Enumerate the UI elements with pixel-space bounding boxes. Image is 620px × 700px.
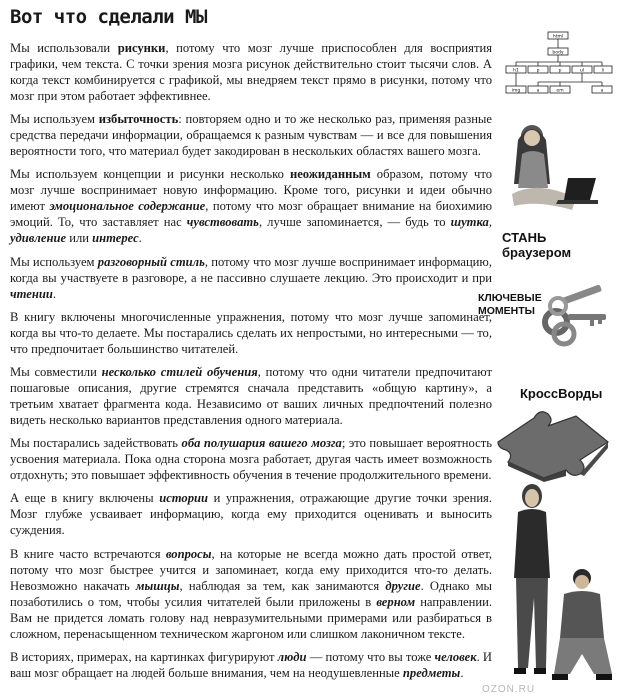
- text-run: направлении. Вам не придется ломать голову над невразумительными примерами или разбираться в сложном, перенасыщенном техническом жаргоном или слишком лаконичном тексте.: [10, 594, 493, 641]
- emphasis-run: удивление: [10, 231, 67, 246]
- emphasis-run: другие: [385, 578, 421, 593]
- sidebar-illustrations: [478, 30, 618, 700]
- text-run: В историях, примерах, на картинках фигурируют: [10, 649, 278, 664]
- woman-laptop-illustration: [498, 114, 618, 224]
- text-run: .: [52, 286, 56, 301]
- text-run: Мы использовали: [10, 41, 118, 55]
- tree-node: li: [601, 68, 605, 74]
- emphasis-run: оба полушария вашего мозга: [181, 436, 342, 451]
- paragraph: [10, 111, 492, 159]
- text-run: ; это повышает вероятность усвоения материала. Пока одна сторона мозга работает, другая часть имеет возможность отдохнуть; это повышает эффективность обучения в течение продолжительного времени.: [10, 436, 492, 483]
- tree-node: a: [536, 88, 540, 94]
- key-moments-label-1: КЛЮЧЕВЫЕ: [478, 292, 542, 304]
- text-run: , потому что мозг лучше приспособлен для восприятия графики, чем текста. С точки зрения мозга рисунок действительно стоит тысячи слов. А когда текст комбинируется с графикой, мы внедряем текст прямо в рисунки, потому что мозг при этом работает эффективнее.: [10, 41, 492, 103]
- tree-node: ul: [579, 68, 585, 74]
- text-run: , потому что мозг лучше воспринимает информацию, когда вы участвуете в разговоре, а не пассивно слушаете лекцию. Это происходит и при: [10, 254, 492, 285]
- emphasis-run: предметы: [402, 665, 461, 680]
- people-illustration: [498, 478, 618, 700]
- emphasis-run: чтении: [10, 286, 53, 301]
- text-run: В книге часто встречаются: [10, 546, 166, 561]
- keys-icon: [538, 274, 616, 354]
- paragraph: [10, 254, 492, 302]
- text-run: . Однако мы позаботились о том, чтобы усилия читателей были приложены в: [10, 578, 492, 609]
- paragraph: [10, 490, 492, 538]
- emphasis-run: шутка: [450, 215, 489, 230]
- tree-node: body: [552, 50, 564, 56]
- text-run: , наблюдая за тем, как занимаются: [179, 578, 386, 593]
- text-run: ,: [488, 215, 492, 230]
- paragraph: [10, 649, 492, 681]
- tree-node: h1: [513, 68, 519, 74]
- emphasis-run: человек: [434, 649, 477, 664]
- dom-tree-diagram: [498, 30, 618, 100]
- tree-node: p: [536, 68, 540, 74]
- text-run: , на которые не всегда можно дать простой ответ, потому что мозг быстрее учится и запоминает, когда ему приходится что-то делать. Невозможно накачать: [10, 546, 492, 593]
- emphasis-run: чувствовать: [186, 215, 259, 230]
- puzzle-piece-icon: [488, 402, 618, 482]
- paragraph: [10, 166, 492, 246]
- emphasis-run: рисунки: [117, 41, 166, 55]
- text-run: .: [460, 665, 464, 680]
- paragraph: [10, 40, 492, 104]
- paragraph: [10, 435, 492, 483]
- body-text: [10, 40, 492, 688]
- text-run: А еще в книгу включены: [10, 491, 160, 506]
- emphasis-run: верном: [376, 594, 416, 609]
- emphasis-run: люди: [277, 649, 307, 664]
- paragraph: [10, 364, 492, 428]
- text-run: Мы используем концепции и рисунки несколько: [10, 167, 290, 182]
- emphasis-run: истории: [159, 491, 209, 506]
- emphasis-run: несколько стилей обучения: [101, 364, 258, 379]
- text-run: , лучше запоминается, — будь то: [258, 215, 451, 230]
- text-run: , потому что мозг обращает внимание на биохимию эмоций. То, что заставляет нас: [10, 199, 492, 230]
- text-run: .: [138, 231, 142, 246]
- text-run: , потому что одни читатели предпочитают пошаговые описания, другие стремятся сначала представить «общую картину», а третьим хватает фрагмента кода. Независимо от ваших личных предпочтений полезно видеть несколько вариантов представления одного материала.: [10, 364, 493, 427]
- emphasis-run: разговорный стиль: [97, 254, 205, 269]
- text-run: В книгу включены многочисленные упражнения, потому что мозг лучше запоминает, когда вы что-то делаете. Мы постарались сделать их непростыми, но интересными — то, что предпочитает большинство читателей.: [10, 309, 492, 356]
- text-run: Мы постарались задействовать: [10, 436, 182, 451]
- text-run: : повторяем одно и то же несколько раз, применяя разные средства передачи информации, обращаемся к разным чувствам — и все для повышения вероятности того, что материал будет закодирован в нескольких областях вашего мозга.: [10, 112, 492, 159]
- paragraph: [10, 309, 492, 357]
- emphasis-run: мышцы: [135, 578, 180, 593]
- emphasis-run: вопросы: [165, 546, 212, 561]
- text-run: и упражнения, отражающие другие точки зрения. Мозг глубже усваивает информацию, когда ему приходится оценивать и выносить суждения.: [10, 491, 492, 538]
- tree-node: em: [556, 88, 564, 94]
- emphasis-run: эмоциональное содержание: [49, 199, 206, 214]
- emphasis-run: неожиданным: [289, 167, 371, 182]
- tree-node: p: [558, 68, 562, 74]
- watermark: OZON.RU: [482, 684, 536, 695]
- page-title: Вот что сделали МЫ: [10, 6, 207, 28]
- tree-node: a: [600, 88, 604, 94]
- paragraph: [10, 546, 492, 642]
- text-run: образом, потому что мозг лучше воспринимает новую информацию. Кроме того, рисунки и идеи обычно имеют: [10, 167, 492, 214]
- text-run: Мы используем: [10, 254, 98, 269]
- tree-node: html: [552, 34, 564, 40]
- crossword-label: КроссВорды: [520, 386, 603, 401]
- emphasis-run: интерес: [92, 231, 139, 246]
- emphasis-run: избыточность: [98, 112, 179, 127]
- key-moments-label-2: МОМЕНТЫ: [478, 305, 535, 317]
- text-run: или: [66, 231, 93, 246]
- text-run: Мы используем: [10, 112, 99, 127]
- text-run: — потому что вы тоже: [306, 649, 435, 664]
- tree-node: img: [511, 88, 521, 94]
- text-run: . И ваш мозг обращает на людей больше внимания, чем на неодушевленные: [10, 649, 492, 680]
- text-run: Мы совместили: [10, 364, 102, 379]
- browser-label: СТАНЬ браузером: [502, 230, 572, 260]
